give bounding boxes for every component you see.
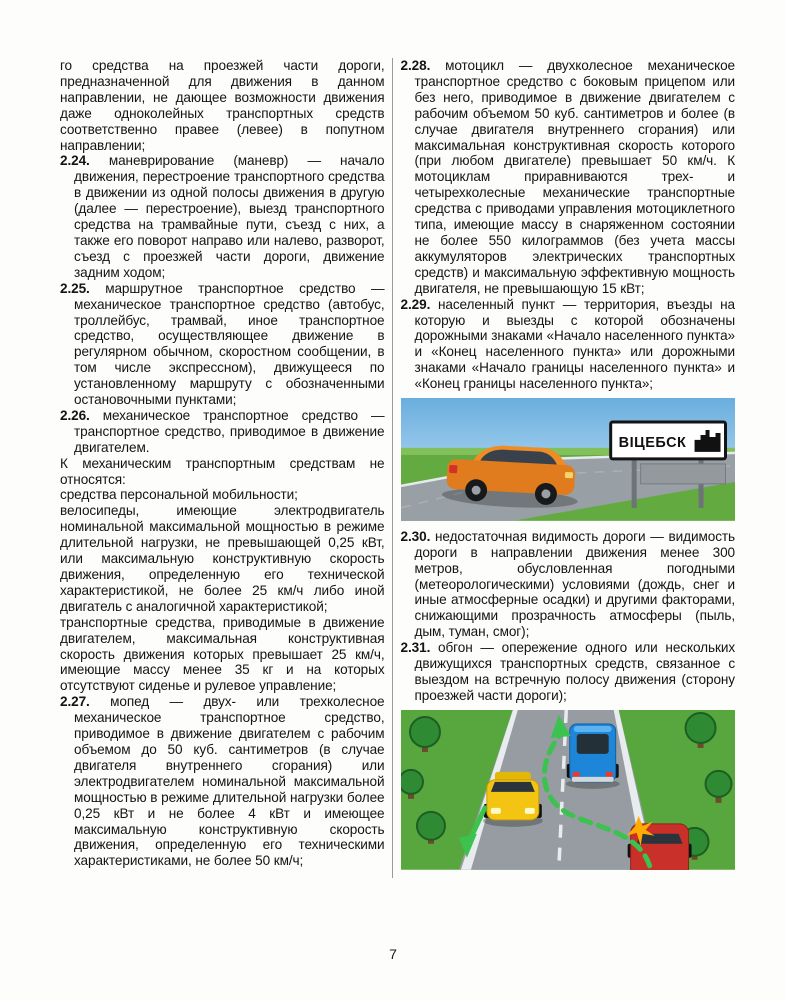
- definition-number: 2.26.: [60, 407, 90, 423]
- definition-2-28: [401, 58, 736, 297]
- definition-text: обгон — опережение одного или нескольких движущихся транспортных средств, связанное с выездом на встречную полосу движения (сторону проезжей части дороги);: [414, 640, 736, 703]
- figure-overtaking: [401, 710, 736, 870]
- definition-number: 2.28.: [400, 58, 431, 73]
- sign-back-panel: [640, 464, 725, 484]
- column-divider: [392, 58, 393, 878]
- definition-number: 2.29.: [400, 296, 431, 312]
- definition-number: 2.31.: [400, 640, 431, 656]
- definition-2-27: [60, 694, 385, 869]
- paragraph-text: го средства на проезжей части дороги, предназначенной для движения в данном направлении, не дающее возможности движения даже одноколейных транспортных средств соответственно правее (левее) в попутном направлении;: [60, 58, 385, 153]
- definition-text: недостаточная видимость дороги — видимость дороги в направлении движения менее 300 метров, обусловленная погодными (метеорологическими) условиями (дождь, снег и иные атмосферные осадки) и другими факторами, снижающими прозрачность атмосферы (пыль, дым, туман, смог);: [414, 528, 736, 640]
- sign-post: [631, 456, 636, 508]
- page-number: 7: [389, 946, 397, 962]
- paragraph-text: транспортные средства, приводимые в движение двигателем, максимальная конструктивная скорость движения которых превышает 25 км/ч, имеющие массу менее 35 кг и на которых отсутствуют сиденье и рулевое управление;: [60, 614, 385, 694]
- right-column: [401, 58, 736, 878]
- paragraph-text: велосипеды, имеющие электродвигатель номинальной максимальной мощностью в режиме длительной нагрузки, не превышающей 0,25 кВт, или максимальную конструктивную скорость движения, определенную его технической характеристикой, не более 25 км/ч либо иной двигатель с аналогичной характеристикой;: [60, 503, 385, 614]
- city-sign-illustration: [401, 398, 736, 521]
- definition-2-26: [60, 408, 385, 456]
- definition-number: 2.27.: [60, 694, 90, 710]
- definition-text: населенный пункт — территория, въезды на которую и выезды с которой обозначены дорожными знаками «Начало населенного пункта» и «Конец населенного пункта» или дорожными знаками «Начало границы населенного пункта» и «Конец границы населенного пункта»;: [414, 296, 736, 392]
- paragraph: [60, 456, 385, 488]
- city-sign-label: ВІЦЕБСК: [618, 434, 686, 451]
- definition-number: 2.25.: [60, 280, 90, 296]
- definition-text: механическое транспортное средство — транспортное средство, приводимое в движение двигателем.: [74, 407, 385, 455]
- figure-city-sign: [401, 398, 736, 521]
- definition-text: маневрирование (маневр) — начало движения, перестроение транспортного средства в движении из одной полосы движения в другую (далее — перестроение), выезд транспортного средства на трамвайные пути, съезд с них, а также его поворот направо или налево, разворот, съезд с проезжей части дороги, движение задним ходом;: [74, 153, 385, 280]
- left-column: [60, 58, 385, 878]
- definition-2-30: [401, 529, 736, 640]
- paragraph-text: средства персональной мобильности;: [60, 487, 298, 503]
- paragraph: [60, 503, 385, 614]
- paragraph-text: К механическим транспортным средствам не относятся:: [60, 455, 385, 487]
- definition-2-31: [401, 640, 736, 704]
- definition-2-25: [60, 281, 385, 408]
- overtaking-illustration: [401, 710, 736, 870]
- definition-number: 2.30.: [400, 528, 431, 544]
- yellow-car: [482, 772, 542, 827]
- definition-2-24: [60, 153, 385, 280]
- definition-text: маршрутное транспортное средство — механическое транспортное средство (автобус, троллейбус, трамвай, иное транспортное средство, осуществляющее движение в регулярном обычном, скоростном сообщении, в том числе экспрессном), движущееся по установленному маршруту с обозначенными остановочными пунктами;: [74, 280, 385, 408]
- definition-text: мопед — двух- или трехколесное механическое транспортное средство, приводимое в движение двигателем с рабочим объемом до 50 куб. сантиметров (в случае двигателя внутреннего сгорания) или электродвигателем номинальной максимальной мощностью в режиме длительной нагрузки более 0,25 кВт и не более 4 кВт и имеющее максимальную конструктивную скорость движения, определенную его техническими характеристиками, не более 50 км/ч;: [74, 694, 385, 869]
- definition-2-29: [401, 297, 736, 392]
- paragraph: [60, 487, 385, 503]
- paragraph: [60, 58, 385, 153]
- blue-minibus: [565, 724, 619, 789]
- definition-text: мотоцикл — двухколесное механическое транспортное средство с боковым прицепом или без него, приводимое в движение двигателем с рабочим объемом 50 куб. сантиметров и более (в случае двигателя внутреннего сгорания) или максимальная конструктивная скорость которого (при любом двигателе) превышает 50 км/ч. К мотоциклам приравниваются трех- и четырехколесные механические транспортные средства с приводами управления мотоциклетного типа, имеющие массу в снаряженном состоянии не более 550 килограммов (без учета массы аккумуляторов электрических транспортных средств) и максимальную эффективную мощность двигателя, не превышающую 15 кВт;: [414, 58, 736, 296]
- definition-number: 2.24.: [60, 153, 90, 169]
- paragraph: [60, 615, 385, 695]
